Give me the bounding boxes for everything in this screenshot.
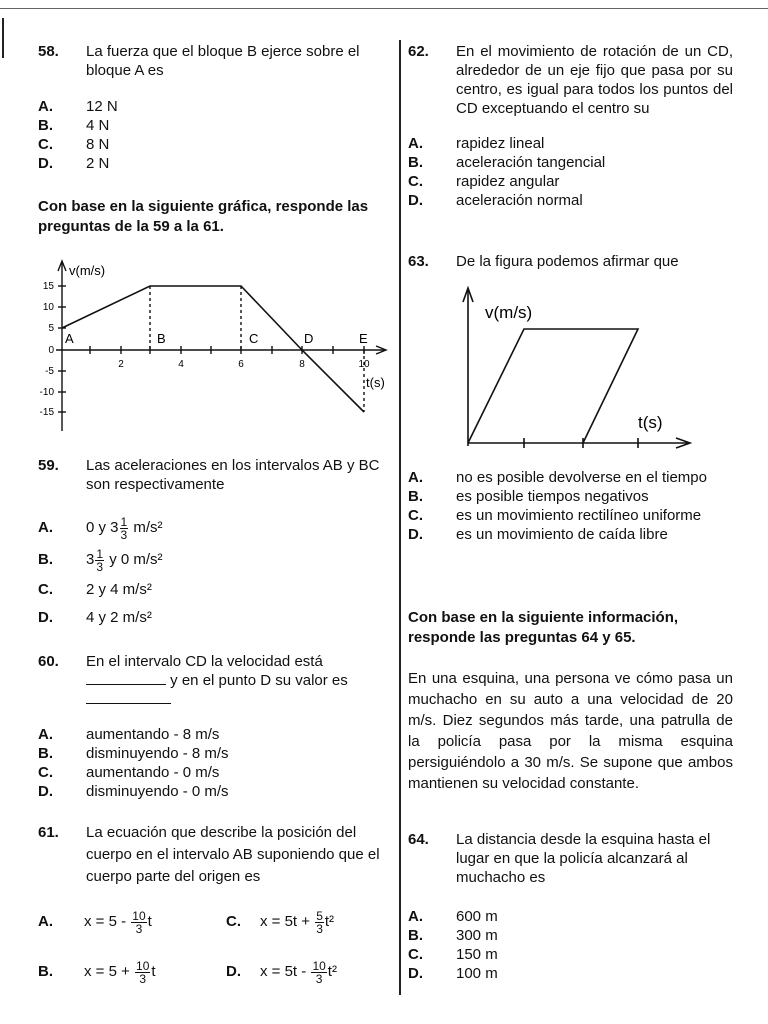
option-c[interactable]: C. es un movimiento rectilíneo uniforme	[408, 507, 702, 524]
svg-text:10: 10	[42, 302, 54, 313]
graph1-ylabel: v(m/s)	[69, 263, 106, 278]
svg-text:4: 4	[178, 359, 184, 370]
option-a[interactable]: A. x = 5 - $\frac{10}{3}$ t	[38, 908, 152, 936]
option-c[interactable]: C. 8 N	[38, 136, 110, 153]
option-d[interactable]: D. aceleración normal	[408, 192, 583, 209]
option-a[interactable]: A. rapidez lineal	[408, 135, 545, 152]
point-e: E	[359, 331, 368, 346]
svg-text:10: 10	[358, 359, 370, 370]
svg-text:6: 6	[238, 359, 244, 370]
question-60: 60. En el intervalo CD la velocidad está y en el punto D su valor es A. aumentando - 8 m/s B. disminuyendo - 8 m/s C. aumentando - 0 m/s D. disminuyendo - 0 m/s	[38, 652, 383, 801]
option-c[interactable]: C. 2 y 4 m/s²	[38, 581, 152, 598]
top-rule	[0, 8, 768, 9]
svg-text:-10: -10	[39, 387, 54, 398]
option-a[interactable]: A. 0 y 3 $\frac{1}{3}$ m/s²	[38, 514, 163, 542]
svg-text:-15: -15	[39, 407, 54, 418]
svg-text:8: 8	[299, 359, 305, 370]
option-a[interactable]: A. 12 N	[38, 98, 118, 115]
svg-text:2: 2	[118, 359, 124, 370]
option-c[interactable]: C. rapidez angular	[408, 173, 560, 190]
option-b[interactable]: B. es posible tiempos negativos	[408, 488, 649, 505]
option-c[interactable]: C. aumentando - 0 m/s	[38, 764, 220, 781]
option-d[interactable]: D. es un movimiento de caída libre	[408, 526, 668, 543]
option-a[interactable]: A. no es posible devolverse en el tiempo	[408, 469, 707, 486]
option-a[interactable]: A. 600 m	[408, 908, 498, 925]
question-63-stem: 63. De la figura podemos afirmar que	[408, 253, 679, 270]
column-divider	[399, 40, 401, 995]
velocity-time-graph	[36, 255, 396, 435]
answer-blank-1	[86, 684, 166, 685]
option-d[interactable]: D. x = 5t - $\frac{10}{3}$ t²	[226, 958, 337, 986]
option-d[interactable]: D. disminuyendo - 0 m/s	[38, 783, 229, 800]
option-b[interactable]: B. disminuyendo - 8 m/s	[38, 745, 229, 762]
parallelogram-curve	[468, 329, 638, 443]
section-intro-64: Con base en la siguiente información, responde las preguntas 64 y 65.	[408, 609, 679, 646]
point-d: D	[304, 331, 314, 346]
question-61: 61. La ecuación que describe la posición del cuerpo en el intervalo AB suponiendo que el cuerpo parte del origen es	[38, 824, 380, 885]
question-63-options	[408, 468, 733, 544]
option-b[interactable]: B. aceleración tangencial	[408, 154, 606, 171]
option-d[interactable]: D. 2 N	[38, 155, 110, 172]
svg-text:0: 0	[48, 345, 54, 356]
svg-text:-5: -5	[45, 366, 54, 377]
velocity-time-figure	[448, 282, 698, 458]
svg-text:5: 5	[48, 323, 54, 334]
graph2-xlabel: t(s)	[638, 413, 663, 432]
point-c: C	[249, 331, 259, 346]
option-b[interactable]: B. 300 m	[408, 927, 498, 944]
graph1-xlabel: t(s)	[366, 375, 385, 390]
question-62: 62. En el movimiento de rotación de un CD, alrededor de un eje fijo que pasa por su centro, es igual para todos los puntos del CD exceptuando el centro su A. rapidez lineal B. aceleración tangencial C. rapidez angular D. aceleración normal	[408, 43, 733, 209]
option-b[interactable]: B. 3 $\frac{1}{3}$ y 0 m/s²	[38, 546, 163, 574]
option-c[interactable]: C. x = 5t + $\frac{5}{3}$ t²	[226, 908, 335, 936]
question-64: 64. La distancia desde la esquina hasta el lugar en que la policía alcanzará al muchacho es A. 600 m B. 300 m C. 150 m D. 100 m	[408, 830, 733, 983]
point-a: A	[65, 331, 74, 346]
info-paragraph: En una esquina, una persona ve cómo pasa un muchacho en su auto a una velocidad de 20 m/s. Diez segundos más tarde, una patrulla de la policía pasa por la misma esquina persiguiéndolo a 30 m/s. Se supone que ambos mantienen su velocidad constante.	[408, 670, 733, 792]
answer-blank-2	[86, 703, 171, 704]
option-d[interactable]: D. 4 y 2 m/s²	[38, 609, 152, 626]
question-58	[38, 42, 383, 173]
svg-text:15: 15	[42, 281, 54, 292]
question-text: La fuerza que el bloque B ejerce sobre el bloque A es	[86, 43, 360, 79]
option-a[interactable]: A. aumentando - 8 m/s	[38, 726, 220, 743]
question-number: 58.	[38, 43, 59, 60]
point-b: B	[157, 331, 166, 346]
option-d[interactable]: D. 100 m	[408, 965, 498, 982]
velocity-curve	[62, 286, 364, 412]
option-b[interactable]: B. 4 N	[38, 117, 110, 134]
option-c[interactable]: C. 150 m	[408, 946, 498, 963]
left-margin-mark	[2, 18, 4, 58]
question-59: 59. Las aceleraciones en los intervalos AB y BC son respectivamente A. 0 y 3 $\frac{1}{3}$ m/s² B. 3 $\frac{1}{3}$ y 0 m/s² C. 2 y 4 m/s² D. 4 y 2 m/s²	[38, 456, 383, 632]
option-b[interactable]: B. x = 5 + $\frac{10}{3}$ t	[38, 958, 156, 986]
section-intro-59: Con base en la siguiente gráfica, responde las preguntas de la 59 a la 61.	[38, 198, 369, 235]
graph2-ylabel: v(m/s)	[485, 303, 533, 322]
